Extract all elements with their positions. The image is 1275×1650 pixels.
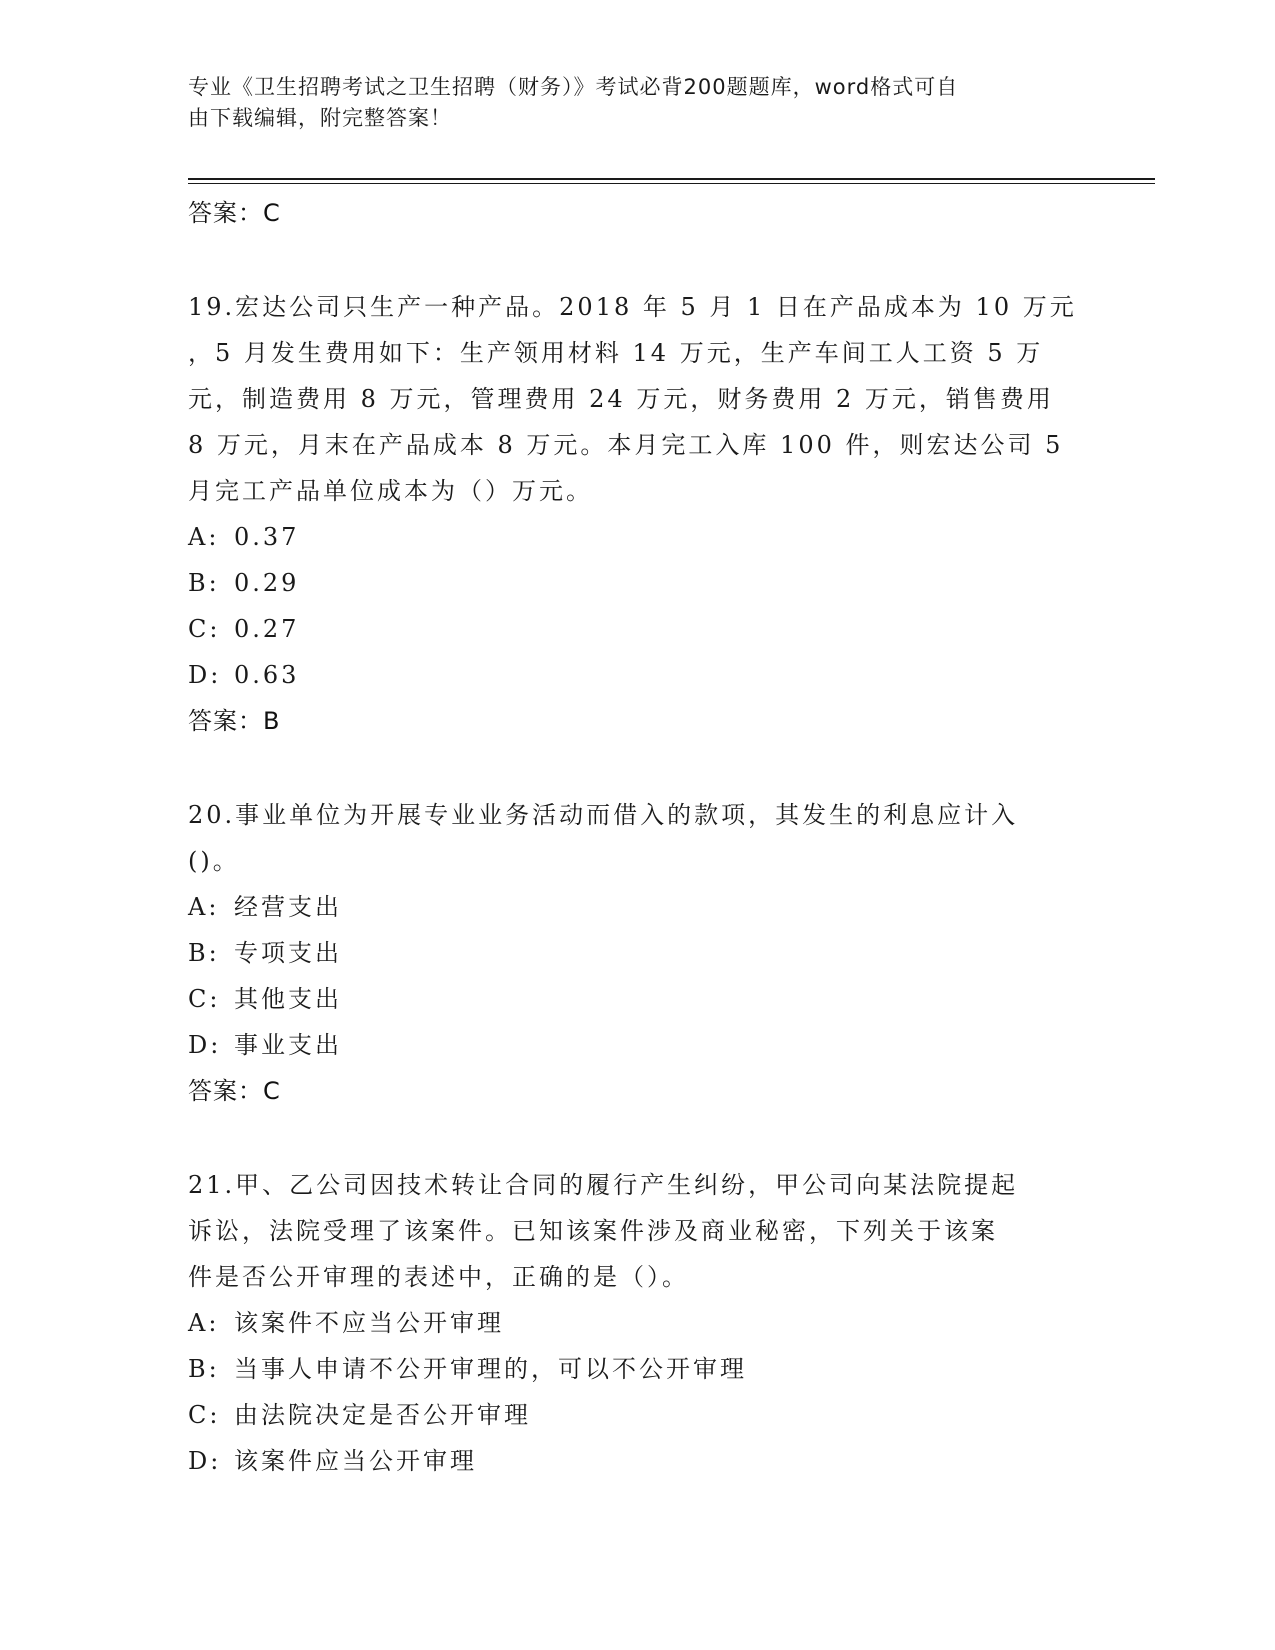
- option-text: 该案件应当公开审理: [234, 1447, 477, 1475]
- question-19-option-d: [188, 652, 1088, 698]
- option-text: 专项支出: [234, 939, 342, 967]
- option-key: B:: [188, 569, 220, 597]
- question-19-option-b: [188, 560, 1088, 606]
- option-key: D:: [188, 1031, 222, 1059]
- option-key: A:: [188, 523, 220, 551]
- question-19-line: 元，制造费用 8 万元，管理费用 24 万元，财务费用 2 万元，销售费用: [188, 385, 1054, 413]
- question-21-option-d: [188, 1438, 1088, 1484]
- option-text: 0.29: [234, 569, 300, 597]
- option-text: 该案件不应当公开审理: [234, 1309, 504, 1337]
- question-19-line: ，5 月发生费用如下：生产领用材料 14 万元，生产车间工人工资 5 万: [188, 339, 1044, 367]
- question-19: [188, 284, 1088, 514]
- question-19-line: 19.宏达公司只生产一种产品。2018 年 5 月 1 日在产品成本为 10 万元: [188, 293, 1077, 321]
- answer-19: 答案：B: [188, 707, 281, 735]
- question-21-line: 件是否公开审理的表述中，正确的是（）。: [188, 1263, 689, 1291]
- document-body: [188, 190, 1088, 1484]
- option-text: 0.27: [234, 615, 300, 643]
- header-line-1: 专业《卫生招聘考试之卫生招聘（财务）》考试必背200题题库，word格式可自: [188, 75, 959, 99]
- question-20-line: ()。: [188, 847, 240, 875]
- question-20-option-a: [188, 884, 1088, 930]
- question-21-line: 21.甲、乙公司因技术转让合同的履行产生纠纷，甲公司向某法院提起: [188, 1171, 1019, 1199]
- option-key: C:: [188, 985, 221, 1013]
- option-text: 当事人申请不公开审理的，可以不公开审理: [234, 1355, 747, 1383]
- option-text: 0.63: [234, 661, 300, 689]
- question-19-option-a: [188, 514, 1088, 560]
- question-20-option-b: [188, 930, 1088, 976]
- option-key: A:: [188, 893, 220, 921]
- option-key: C:: [188, 1401, 221, 1429]
- option-text: 0.37: [234, 523, 300, 551]
- option-key: A:: [188, 1309, 220, 1337]
- question-20-option-c: [188, 976, 1088, 1022]
- option-key: C:: [188, 615, 221, 643]
- option-text: 经营支出: [234, 893, 342, 921]
- answer-18: 答案：C: [188, 199, 281, 227]
- header-rule-thin: [188, 183, 1155, 184]
- header-line-2: 由下载编辑，附完整答案！: [188, 106, 452, 130]
- question-20-option-d: [188, 1022, 1088, 1068]
- option-key: D:: [188, 1447, 222, 1475]
- question-21-option-c: [188, 1392, 1088, 1438]
- question-19-option-c: [188, 606, 1088, 652]
- answer-20: 答案：C: [188, 1077, 281, 1105]
- option-text: 其他支出: [234, 985, 342, 1013]
- question-20: [188, 792, 1088, 884]
- question-19-line: 月完工产品单位成本为（）万元。: [188, 477, 593, 505]
- question-20-line: 20.事业单位为开展专业业务活动而借入的款项，其发生的利息应计入: [188, 801, 1019, 829]
- option-key: D:: [188, 661, 222, 689]
- question-21-line: 诉讼，法院受理了该案件。已知该案件涉及商业秘密，下列关于该案: [188, 1217, 998, 1245]
- question-21: [188, 1162, 1088, 1300]
- header-rule-thick: [188, 178, 1155, 180]
- option-text: 事业支出: [234, 1031, 342, 1059]
- option-text: 由法院决定是否公开审理: [234, 1401, 531, 1429]
- option-key: B:: [188, 939, 220, 967]
- question-21-option-b: [188, 1346, 1088, 1392]
- document-header: [188, 72, 1068, 134]
- question-21-option-a: [188, 1300, 1088, 1346]
- option-key: B:: [188, 1355, 220, 1383]
- question-19-line: 8 万元，月末在产品成本 8 万元。本月完工入库 100 件，则宏达公司 5: [188, 431, 1064, 459]
